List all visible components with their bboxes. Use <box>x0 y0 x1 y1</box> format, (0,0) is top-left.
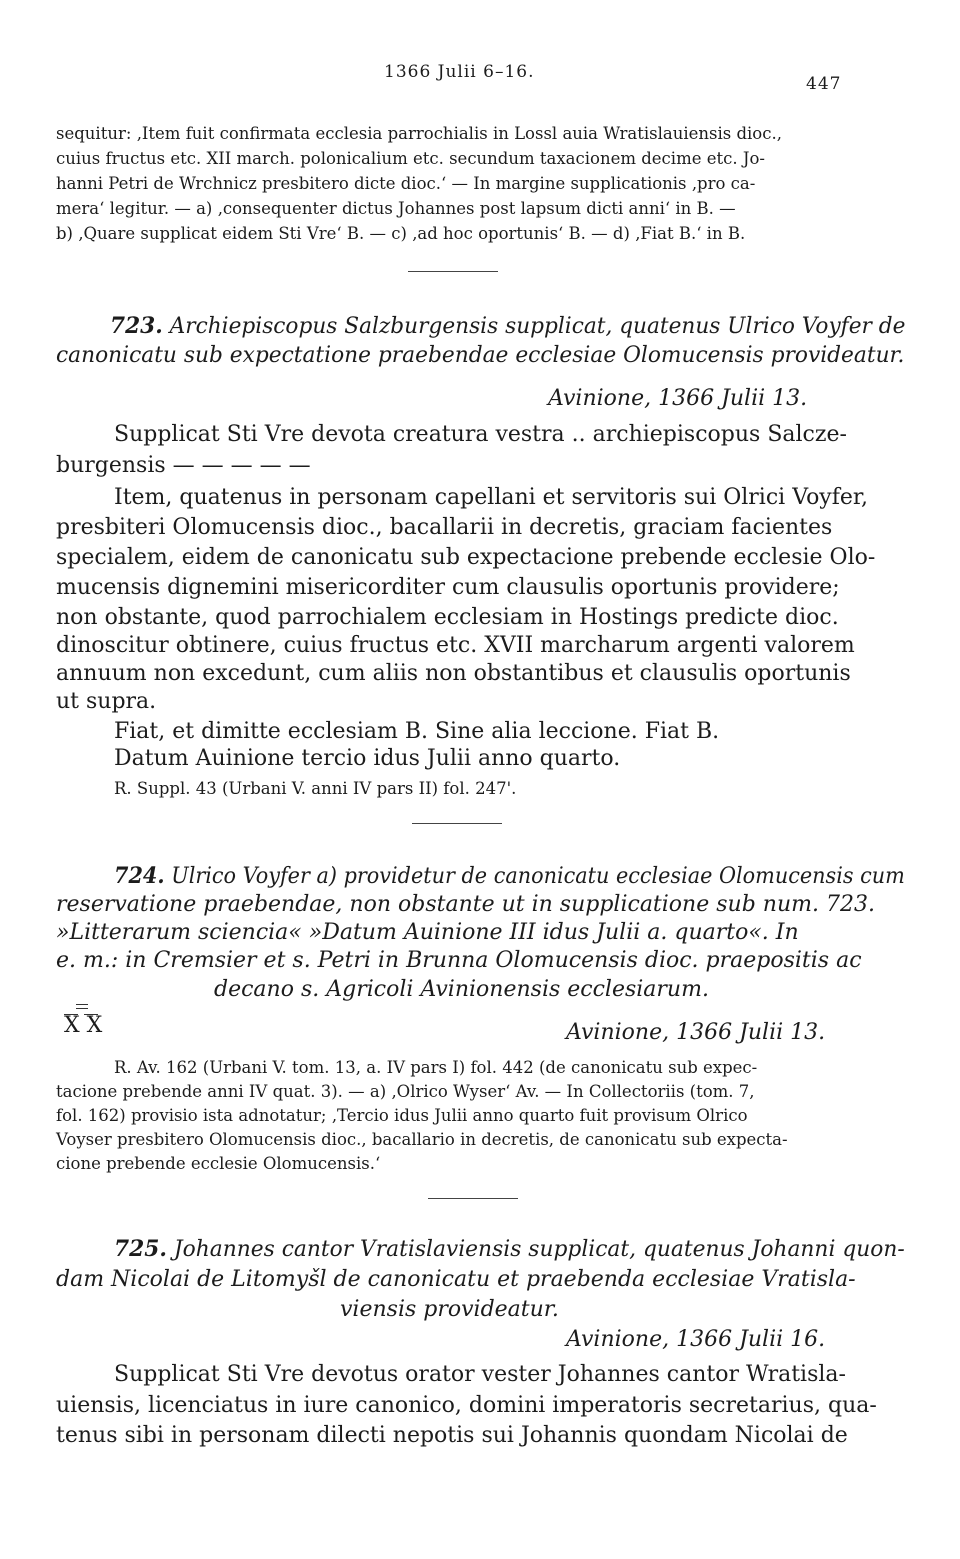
footnote-line: b) ‚Quare supplicat eidem Sti Vre‘ B. — c) ‚ad hoc oportunis‘ B. — d) ‚Fiat B.‘ in B. <box>56 224 746 243</box>
note-line: tacione prebende anni IV quat. 3). — a) ‚Olrico Wyser‘ Av. — In Collectoriis (tom. 7, <box>56 1082 755 1101</box>
text-line: Supplicat Sti Vre devota creatura vestra .. archiepiscopus Salcze- <box>114 422 847 447</box>
regest-text: Archiepiscopus Salzburgensis supplicat, quatenus Ulrico Voyfer de <box>169 314 906 339</box>
text-line: tenus sibi in personam dilecti nepotis sui Johannis quondam Nicolai de <box>56 1423 848 1448</box>
entry-number: 724. <box>114 863 165 889</box>
chancery-mark: X X <box>64 1013 103 1038</box>
regest-line: reservatione praebendae, non obstante ut in supplicatione sub num. 723. <box>56 892 875 917</box>
footnote-line: hanni Petri de Wrchnicz presbitero dicte dioc.‘ — In margine supplicationis ‚pro ca- <box>56 174 756 193</box>
place-date: Avinione, 1366 Julii 13. <box>548 386 808 411</box>
text-line: non obstante, quod parrochialem ecclesiam in Hostings predicte dioc. <box>56 605 839 630</box>
text-line: uiensis, licenciatus in iure canonico, domini imperatoris secretarius, qua- <box>56 1393 877 1418</box>
text-line: ut supra. <box>56 689 157 714</box>
regest-line <box>114 862 905 891</box>
regest-line <box>110 312 905 341</box>
regest-line: e. m.: in Cremsier et s. Petri in Brunna Olomucensis dioc. praepositis ac <box>56 948 862 973</box>
text-line: presbiteri Olomucensis dioc., bacallarii in decretis, graciam facientes <box>56 515 833 540</box>
footnote-line: cuius fructus etc. XII march. polonicalium etc. secundum taxacionem decime etc. Jo- <box>56 149 765 168</box>
source-note: R. Suppl. 43 (Urbani V. anni IV pars II) fol. 247'. <box>114 779 517 798</box>
regest-line <box>114 1235 905 1264</box>
text-line: burgensis — — — — — <box>56 453 311 478</box>
footnote-line: sequitur: ‚Item fuit confirmata ecclesia parrochialis in Lossl auia Wratislauiensis dioc., <box>56 124 782 143</box>
regest-line: decano s. Agricoli Avinionensis ecclesiarum. <box>214 977 709 1002</box>
text-line: Supplicat Sti Vre devotus orator vester Johannes cantor Wratisla- <box>114 1362 846 1387</box>
text-line: dinoscitur obtinere, cuius fructus etc. XVII marcharum argenti valorem <box>56 633 855 658</box>
regest-text: Ulrico Voyfer a) providetur de canonicatu ecclesiae Olomucensis cum <box>171 864 905 889</box>
place-date: Avinione, 1366 Julii 13. <box>566 1020 826 1045</box>
text-line: Fiat, et dimitte ecclesiam B. Sine alia leccione. Fiat B. <box>114 719 720 744</box>
regest-text: Johannes cantor Vratislaviensis supplicat, quatenus Johanni quon- <box>173 1237 905 1262</box>
note-line: R. Av. 162 (Urbani V. tom. 13, a. IV pars I) fol. 442 (de canonicatu sub expec- <box>114 1058 758 1077</box>
note-line: Voyser presbitero Olomucensis dioc., bacallario in decretis, de canonicatu sub expecta- <box>56 1130 788 1149</box>
regest-line: canonicatu sub expectatione praebendae ecclesiae Olomucensis provideatur. <box>56 343 905 368</box>
running-title: 1366 Julii 6–16. <box>384 62 535 82</box>
page-number: 447 <box>806 74 842 94</box>
divider <box>408 271 498 272</box>
regest-line: dam Nicolai de Litomyšl de canonicatu et praebenda ecclesiae Vratisla- <box>56 1267 856 1292</box>
text-line: mucensis dignemini misericorditer cum clausulis oportunis providere; <box>56 575 840 600</box>
note-line: cione prebende ecclesie Olomucensis.‘ <box>56 1154 381 1173</box>
footnote-line: mera‘ legitur. — a) ‚consequenter dictus Johannes post lapsum dicti anni‘ in B. — <box>56 199 736 218</box>
entry-number: 725. <box>114 1236 168 1262</box>
text-line: Item, quatenus in personam capellani et servitoris sui Olrici Voyfer, <box>114 485 868 510</box>
regest-line: viensis provideatur. <box>340 1297 559 1322</box>
place-date: Avinione, 1366 Julii 16. <box>566 1327 826 1352</box>
regest-line: »Litterarum sciencia« »Datum Auinione III idus Julii a. quarto«. In <box>56 920 799 945</box>
divider <box>428 1198 518 1199</box>
divider <box>412 823 502 824</box>
text-line: specialem, eidem de canonicatu sub expectacione prebende ecclesie Olo- <box>56 545 876 570</box>
text-line: annuum non excedunt, cum aliis non obstantibus et clausulis oportunis <box>56 661 851 686</box>
note-line: fol. 162) provisio ista adnotatur; ‚Tercio idus Julii anno quarto fuit provisum Olrico <box>56 1106 748 1125</box>
entry-number: 723. <box>110 313 163 339</box>
text-line: Datum Auinione tercio idus Julii anno quarto. <box>114 746 621 771</box>
